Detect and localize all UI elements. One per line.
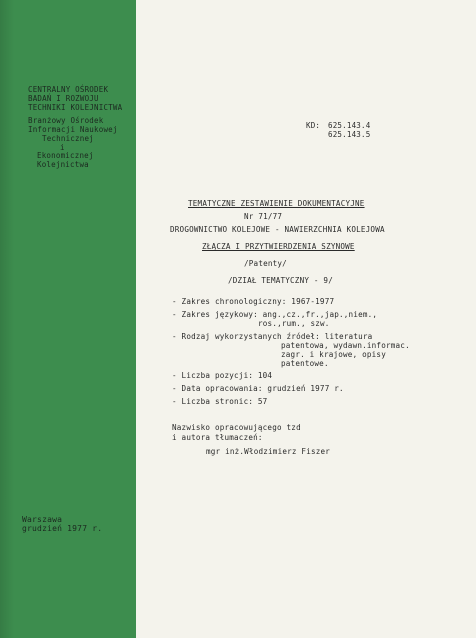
institution-line-7: i — [60, 143, 65, 152]
institution-line-6: Technicznej — [42, 134, 94, 143]
document-topic: ZŁĄCZA I PRZYTWIERDZENIA SZYNOWE — [202, 242, 355, 251]
institution-line-2: BADAŃ I ROZWOJU — [28, 94, 99, 103]
document-section: /DZIAŁ TEMATYCZNY - 9/ — [228, 276, 333, 285]
detail-chronology: - Zakres chronologiczny: 1967-1977 — [172, 297, 335, 306]
author-label-1: Nazwisko opracowującego tzd — [172, 423, 301, 432]
detail-count: - Liczba pozycji: 104 — [172, 371, 273, 380]
document-number: Nr 71/77 — [244, 212, 283, 221]
detail-sources-3: zagr. i krajowe, opisy — [281, 350, 386, 359]
place-city: Warszawa — [22, 515, 63, 524]
detail-date: - Data opracowania: grudzień 1977 r. — [172, 384, 344, 393]
kd-code-1: 625.143.4 — [328, 121, 371, 130]
place-date: grudzień 1977 r. — [22, 524, 103, 533]
kd-code-2: 625.143.5 — [328, 130, 371, 139]
detail-sources-2: patentowa, wydawn.informac. — [281, 341, 410, 350]
institution-line-8: Ekonomicznej — [37, 151, 94, 160]
document-field: DROGOWNICTWO KOLEJOWE - NAWIERZCHNIA KOLEJOWA — [170, 225, 385, 234]
detail-languages-2: ros.,rum., szw. — [258, 319, 330, 328]
author-name: mgr inż.Włodzimierz Fiszer — [206, 447, 331, 456]
institution-line-5: Informacji Naukowej — [28, 125, 118, 134]
document-title: TEMATYCZNE ZESTAWIENIE DOKUMENTACYJNE — [188, 199, 365, 208]
kd-label: KD: — [306, 121, 321, 130]
institution-line-1: CENTRALNY OŚRODEK — [28, 85, 109, 94]
detail-sources-1: - Rodzaj wykorzystanych źródeł: literatura — [172, 332, 373, 341]
detail-pages: - Liczba stronic: 57 — [172, 397, 268, 406]
institution-line-9: Kolejnictwa — [37, 160, 89, 169]
institution-line-3: TECHNIKI KOLEJNICTWA — [28, 103, 123, 112]
author-label-2: i autora tłumaczeń: — [172, 433, 263, 442]
document-kind: /Patenty/ — [244, 259, 287, 268]
detail-sources-4: patentowe. — [281, 359, 329, 368]
detail-languages-1: - Zakres językowy: ang.,cz.,fr.,jap.,niem., — [172, 310, 378, 319]
green-cover-band — [0, 0, 136, 638]
institution-line-4: Branżowy Ośrodek — [28, 116, 104, 125]
